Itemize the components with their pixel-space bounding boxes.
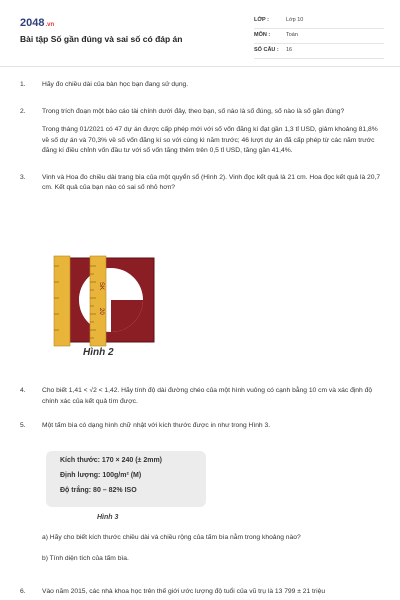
site-logo[interactable]: [20, 17, 54, 29]
spec-line: Độ trắng: 80 – 82% ISO: [60, 487, 137, 494]
question-text: Trong trích đoạn một báo cáo tài chính dưới đây, theo bạn, số nào là số đúng, số nào là số gần đúng?: [42, 107, 345, 115]
document-meta: [254, 14, 384, 59]
question-text: Một tấm bìa có dạng hình chữ nhật với kích thước được in như trong Hình 3.: [42, 422, 271, 429]
figure-3-caption: Hình 3: [97, 514, 119, 521]
question-text: Vinh và Hoa đo chiều dài trang bìa của một quyển sổ (Hình 2). Vinh đọc kết quả là 21 cm. Hoa đọc kết quả là 20,7 cm. Kết quả của bạn nào có sai số nhỏ hơn?: [42, 173, 381, 191]
question-list: [20, 80, 386, 194]
meta-label: SỐ CÂU :: [254, 47, 279, 53]
document-title: Bài tập Số gần đúng và sai số có đáp án: [20, 34, 183, 44]
question-text: Vào năm 2015, các nhà khoa học trên thế giới ước lượng độ tuổi của vũ trụ là 13 799 ± 21 triệu: [42, 588, 326, 595]
logo-suffix: .vn: [45, 22, 55, 28]
question-subpart-b: b) Tính diện tích của tấm bìa.: [42, 554, 129, 562]
question-number: 2.: [20, 107, 26, 115]
ruler-label: SK: [98, 282, 104, 291]
meta-value: 16: [286, 47, 293, 53]
meta-label: MÔN :: [254, 32, 271, 38]
meta-label: LỚP :: [254, 17, 269, 23]
figure-2-caption: Hình 2: [83, 347, 114, 358]
question-6-partial: [20, 587, 386, 598]
ruler-center: [90, 256, 106, 346]
question-6: [20, 587, 386, 598]
question-5: [20, 421, 386, 432]
question-number: 5.: [20, 422, 26, 429]
ruler-left: [54, 256, 70, 346]
question-text: Hãy đo chiều dài của bàn học bạn đang sử dụng.: [42, 81, 189, 88]
meta-value: Toán: [286, 32, 298, 38]
meta-row-count: [254, 44, 384, 59]
logo-text: 2048: [20, 17, 45, 29]
question-2: [20, 107, 386, 157]
document-header: [0, 0, 400, 67]
question-subpart-a: a) Hãy cho biết kích thước chiều dài và chiều rộng của tấm bìa nằm trong khoảng nào?: [42, 534, 301, 541]
question-number: 3.: [20, 173, 26, 181]
spec-line: Định lượng: 100g/m² (M): [60, 472, 142, 479]
question-3: [20, 173, 386, 194]
question-text: Cho biết 1,41 < √2 < 1,42. Hãy tính độ dài đường chéo của một hình vuông có cạnh bằng 10 cm và xác định độ chính xác của kết quả tìm được.: [42, 387, 373, 405]
question-number: 1.: [20, 81, 26, 88]
question-number: 4.: [20, 387, 26, 394]
spec-line: Kích thước: 170 × 240 (± 2mm): [60, 457, 163, 464]
meta-row-subject: [254, 29, 384, 44]
question-excerpt: Trong tháng 01/2021 có 47 dự án được cấp phép mới với số vốn đăng kí đạt gần 1,3 tỉ USD, giảm khoảng 81,8% về số dự án và 70,3% về số vốn đăng kí so với cùng kì năm trước; 46 lượt dự án đã cấp phép từ các năm trước đăng kí điều chỉnh vốn đầu tư với số vốn tăng thêm trên 0,5 tỉ USD, tăng gần 41,4%.: [42, 126, 378, 154]
ruler-label: 20: [98, 308, 104, 315]
question-5-subparts: [20, 533, 386, 564]
question-number: 6.: [20, 588, 26, 595]
question-list-continued: [20, 386, 386, 432]
figure-3-label-card: [46, 451, 206, 507]
meta-value: Lớp 10: [286, 17, 304, 23]
question-4: [20, 386, 386, 407]
question-1: [20, 80, 386, 91]
meta-row-class: [254, 14, 384, 29]
